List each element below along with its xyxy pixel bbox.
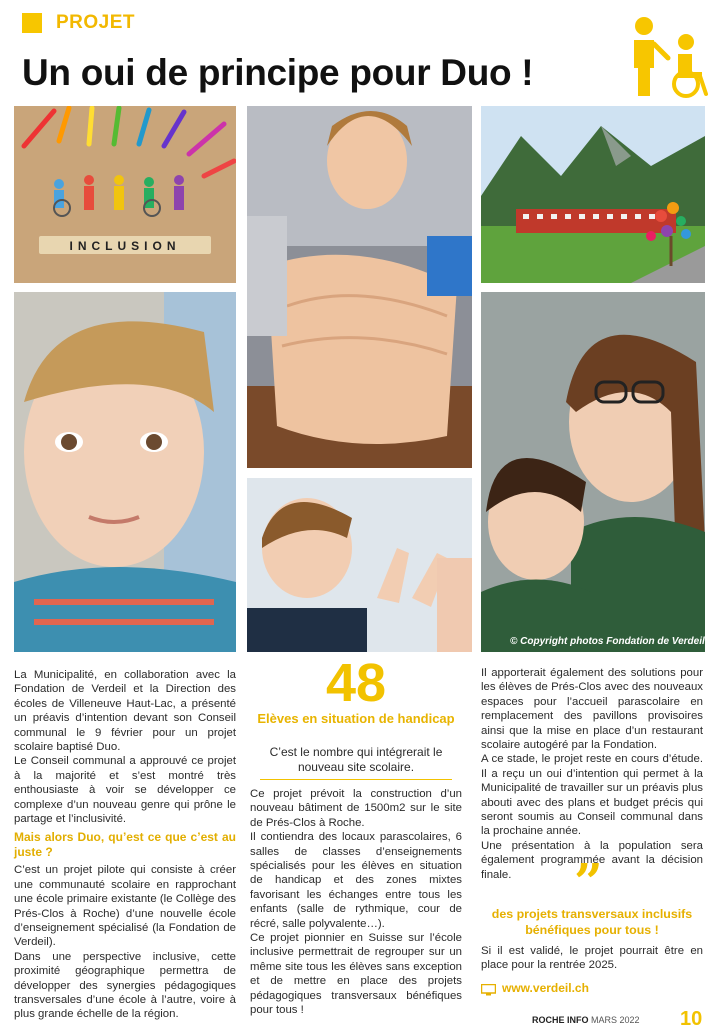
photo-copyright: © Copyright photos Fondation de Verdeil: [510, 636, 705, 647]
paragraph: C’est un projet pilote qui consiste à créer une communauté scolaire en rapprochant une école primaire existante (le Collège des Prés-Clos à Roche) d’une nouvelle école d’enseignement spécialisé (la Fondation de Verdeil).: [14, 864, 236, 949]
paragraph: Il apporterait également des solutions pour les élèves de Prés-Clos avec des nouveaux espaces pour l’accueil parascolaire en remplacement des pavillons provisoires ainsi que la mise en place d’un restaurant scolaire autogéré par la Fondation.: [481, 667, 703, 752]
website-link[interactable]: www.verdeil.ch: [502, 981, 589, 995]
article-column-1: [14, 668, 236, 1022]
paragraph: Il contiendra des locaux parascolaires, 6 salles de classes d’enseignements spécialisés pour les élèves en situation de handicap et des zones mixtes favorisant les échanges entre tous les enfants (salle de rythmique, cour de récré, salle polyvalente…).: [250, 831, 462, 930]
accessibility-pair-icon: [622, 14, 712, 100]
quote-mark: ”: [574, 852, 603, 911]
paragraph: Ce projet prévoit la construction d’un nouveau bâtiment de 1500m2 sur le site de Prés-Clos à Roche.: [250, 788, 462, 829]
paragraph: Une présentation à la population sera également programmée avant la décision finale.: [481, 839, 703, 881]
paragraph: La Municipalité, en collaboration avec la Fondation de Verdeil et la Direction des écoles de Villeneuve Haut-Lac, a présenté un préavis d’intention devant son Conseil communal le 9 février pour un projet scolaire baptisé Duo.: [14, 669, 236, 754]
stat-number: 48: [325, 653, 387, 713]
paragraph: Dans une perspective inclusive, cette proximité géographique permettra de développer des synergies pédagogiques transversales d’une école à l’autre, voire à plus grande échelle de la région.: [14, 950, 236, 1021]
photo-clapping: [247, 478, 472, 652]
paragraph: Ce projet pionnier en Suisse sur l’école inclusive permettrait de regrouper sur un même site tous les élèves sans exception et de mettre en place des projets pédagogiques transversaux bénéfiques pour tous !: [250, 932, 462, 1017]
computer-screen-icon: [481, 983, 496, 995]
stat-description: C’est le nombre qui intégrerait le nouveau site scolaire.: [269, 745, 443, 774]
paragraph: A ce stade, le projet reste en cours d’étude. Il a reçu un oui d’intention qui permet à la Municipalité de travailler sur un préavis plus abouti avec des plans et budget précis qui seront soumis au Conseil communal dans la prochaine année.: [481, 753, 703, 838]
photo-inclusion: [14, 106, 236, 283]
publication-name: ROCHE INFO: [532, 1015, 589, 1025]
divider: [260, 779, 452, 780]
publication-footer: [532, 1015, 640, 1025]
closing-paragraph: Si il est validé, le projet pourrait être en place pour la rentrée 2025.: [481, 945, 703, 972]
page-number: 10: [680, 1008, 703, 1030]
photo-building: [481, 106, 705, 283]
section-label: PROJET: [56, 12, 136, 33]
article-column-2: [250, 787, 462, 1018]
stat-label: Elèves en situation de handicap: [257, 711, 455, 726]
page-title: Un oui de principe pour Duo !: [22, 52, 534, 93]
inclusion-tiles: INCLUSION: [69, 239, 181, 253]
issue-date: MARS 2022: [591, 1015, 640, 1025]
article-column-3: [481, 666, 703, 882]
subheading: Mais alors Duo, qu’est ce que c’est au juste ?: [14, 830, 236, 859]
photo-two-girls: [481, 292, 705, 652]
pull-quote: des projets transversaux inclusifs bénéfiques pour tous !: [491, 907, 693, 937]
section-marker: [22, 13, 42, 33]
photo-hands: [247, 106, 472, 468]
photo-boy: [14, 292, 236, 652]
paragraph: Le Conseil communal a approuvé ce projet à la majorité et s’est montré très enthousiaste à voir se développer ce complexe d’un nouveau genre qui prône le partage et l’inclusivité.: [14, 755, 236, 826]
